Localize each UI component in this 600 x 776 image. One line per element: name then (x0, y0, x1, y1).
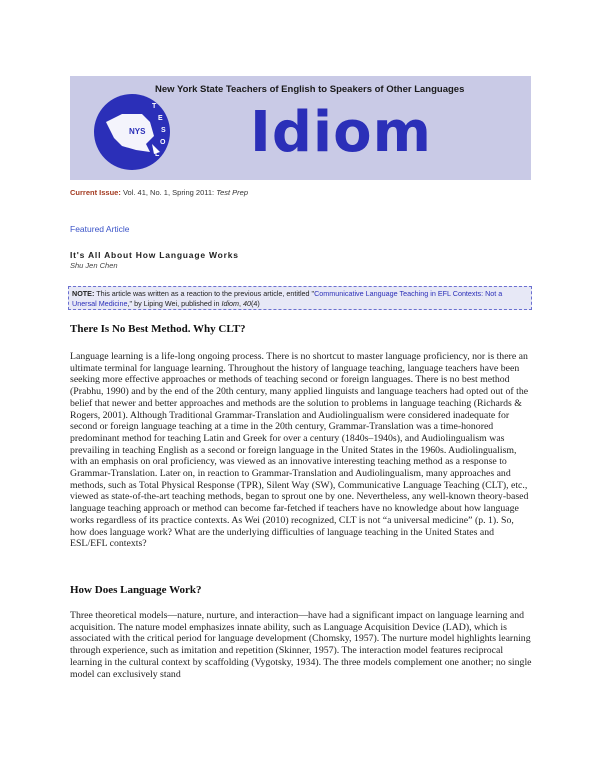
body-paragraph: Three theoretical models—nature, nurture, and interaction—have had a significant impact on language learning and acquisition. The nature model emphasizes innate ability, such as Language Acquisition Device (LAD), which is associated with the critical period for language development (Chomsky, 1957). The nurture model highlights learning through experience, such as imitation and repetition (Skinner, 1957). The interaction model features reciprocal learning in the cultural context by scaffolding (Vygotsky, 1934). The three models complement one another; no single model can exclusively stand (70, 610, 532, 680)
body-paragraph: Language learning is a life-long ongoing process. There is no shortcut to master language proficiency, nor is there an ultimate terminal for language learning. Throughout the history of language teaching, language teachers have been seeking more effective approaches or methods of teaching second or foreign languages. There is no best method (Prabhu, 1990) and by the end of the 20th century, many applied linguists and language teachers had opted out of the belief that newer and better approaches and methods are the solution to problems in language teaching (Richards & Rogers, 2001). Although Traditional Grammar-Translation and Audiolingualism were considered inadequate for second or foreign language teaching at a time in the 20th century, Grammar-Translation was a time-honored predominant method for teaching Latin and Greek for over a century (1840s–1940s), and Audiolingualism was prevailing in teaching English as a second or foreign language in the United States in the 1960s. Audiolingualism, with an emphasis on oral proficiency, was viewed as an innovative interesting teaching method as a response to Grammar-Translation. Later on, in reaction to Grammar-Translation and Audiolingualism, many approaches and methods, such as Total Physical Response (TPR), Silent Way (SW), Communicative Language Teaching (CLT), etc., viewed as state-of-the-art teaching methods, began to sprout one by one. Nevertheless, any well-known theory-based language teaching approach or method can become far-fetched if teachers have no knowledge about how language works regardless of its practice contexts. As Wei (2010) recognized, CLT is not “a universal medicine” (p. 1). So, how does language work? What are the underlying difficulties of language teaching in the United States and ESL/EFL contexts? (70, 351, 529, 550)
organization-name: New York State Teachers of English to Speakers of Other Languages (155, 84, 465, 95)
nystesol-logo (92, 92, 172, 172)
note-text: (4) (251, 299, 260, 308)
logo-letter: E (158, 115, 163, 122)
logo-letter: O (160, 139, 166, 146)
note-text: This article was written as a reaction to the previous article, entitled " (94, 289, 315, 298)
article-link[interactable]: Communicative Language Teaching in EFL Contexts: Not a Unersal Medicine (72, 289, 503, 308)
current-issue (70, 188, 248, 197)
journal-volume: 40 (243, 299, 252, 308)
current-issue-label: Current Issue: (70, 188, 121, 197)
note-label: NOTE: (72, 289, 95, 298)
logo-letter: T (152, 103, 157, 110)
section-label: Featured Article (70, 224, 130, 234)
section-heading: How Does Language Work? (70, 584, 202, 596)
note-text: ," by Liping Wei, published in (127, 299, 222, 308)
current-issue-text: Vol. 41, No. 1, Spring 2011: (120, 188, 217, 197)
article-author: Shu Jen Chen (70, 261, 118, 270)
logo-abbr: NYS (129, 127, 146, 136)
article-title: It's All About How Language Works (70, 250, 239, 260)
publication-title[interactable]: Idiom (250, 100, 432, 165)
issue-topic[interactable]: Test Prep (216, 188, 249, 197)
section-heading: There Is No Best Method. Why CLT? (70, 323, 246, 335)
note-text: , (239, 299, 244, 308)
note-box (68, 286, 532, 310)
logo-letter: L (155, 151, 160, 158)
journal-name: Idiom (221, 299, 240, 308)
logo-letter: S (161, 127, 166, 134)
